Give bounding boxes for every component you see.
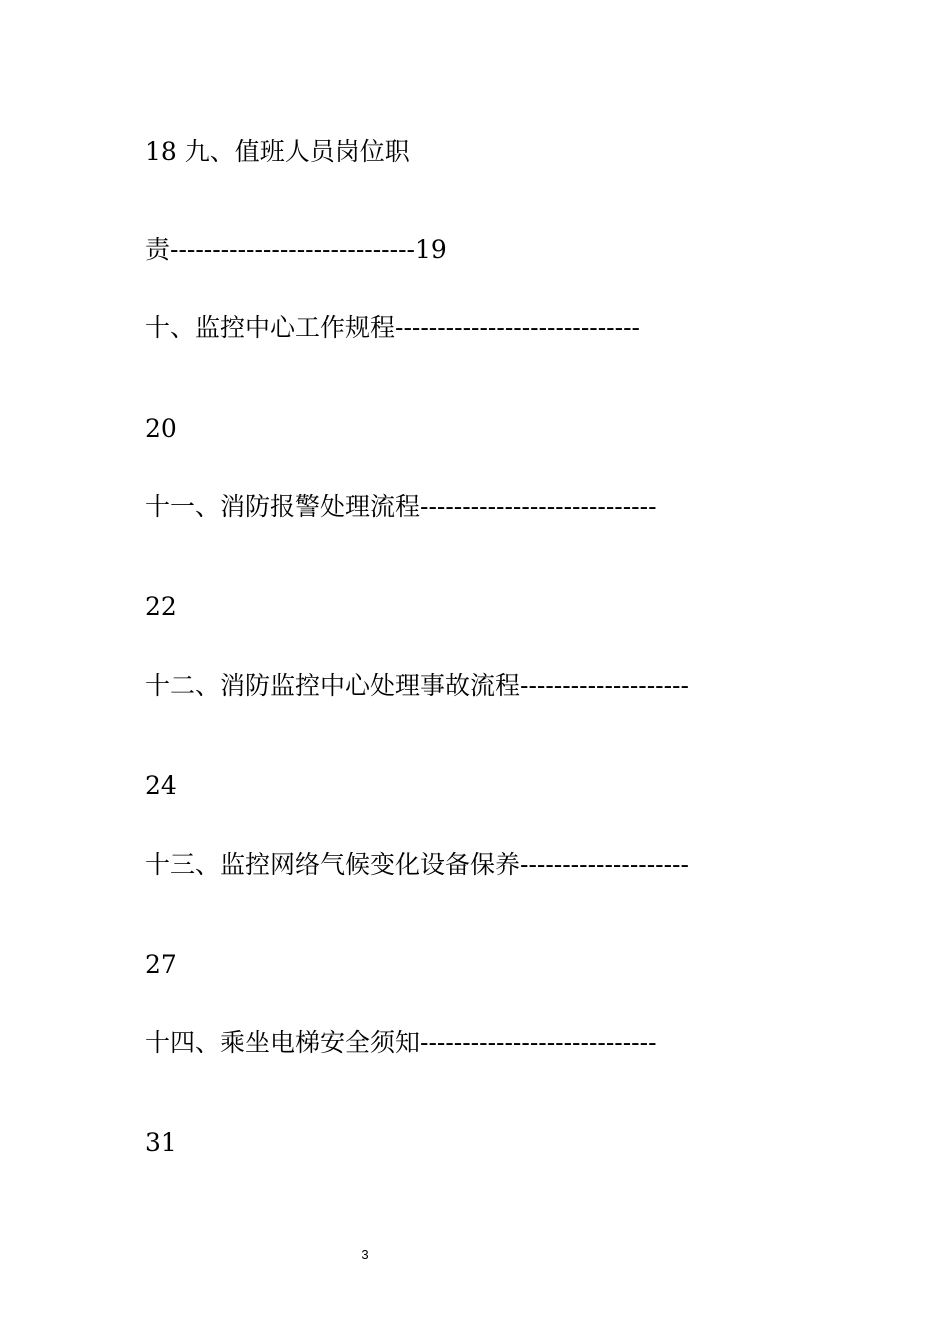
toc-line-12: 31 [145, 1128, 177, 1157]
toc-line-9: 十三、监控网络气候变化设备保养-------------------- [145, 850, 689, 879]
toc-line-2: 责-----------------------------19 [145, 235, 447, 264]
toc-line-3: 十、监控中心工作规程----------------------------- [145, 313, 640, 342]
toc-line-11: 十四、乘坐电梯安全须知---------------------------- [145, 1028, 657, 1057]
toc-line-8: 24 [145, 771, 177, 800]
toc-line-6: 22 [145, 592, 177, 621]
page-number: 3 [361, 1247, 369, 1262]
toc-line-1: 18 九、值班人员岗位职 [145, 137, 410, 166]
toc-line-5: 十一、消防报警处理流程---------------------------- [145, 492, 657, 521]
toc-line-7: 十二、消防监控中心处理事故流程-------------------- [145, 671, 689, 700]
toc-line-4: 20 [145, 414, 177, 443]
toc-line-10: 27 [145, 950, 177, 979]
